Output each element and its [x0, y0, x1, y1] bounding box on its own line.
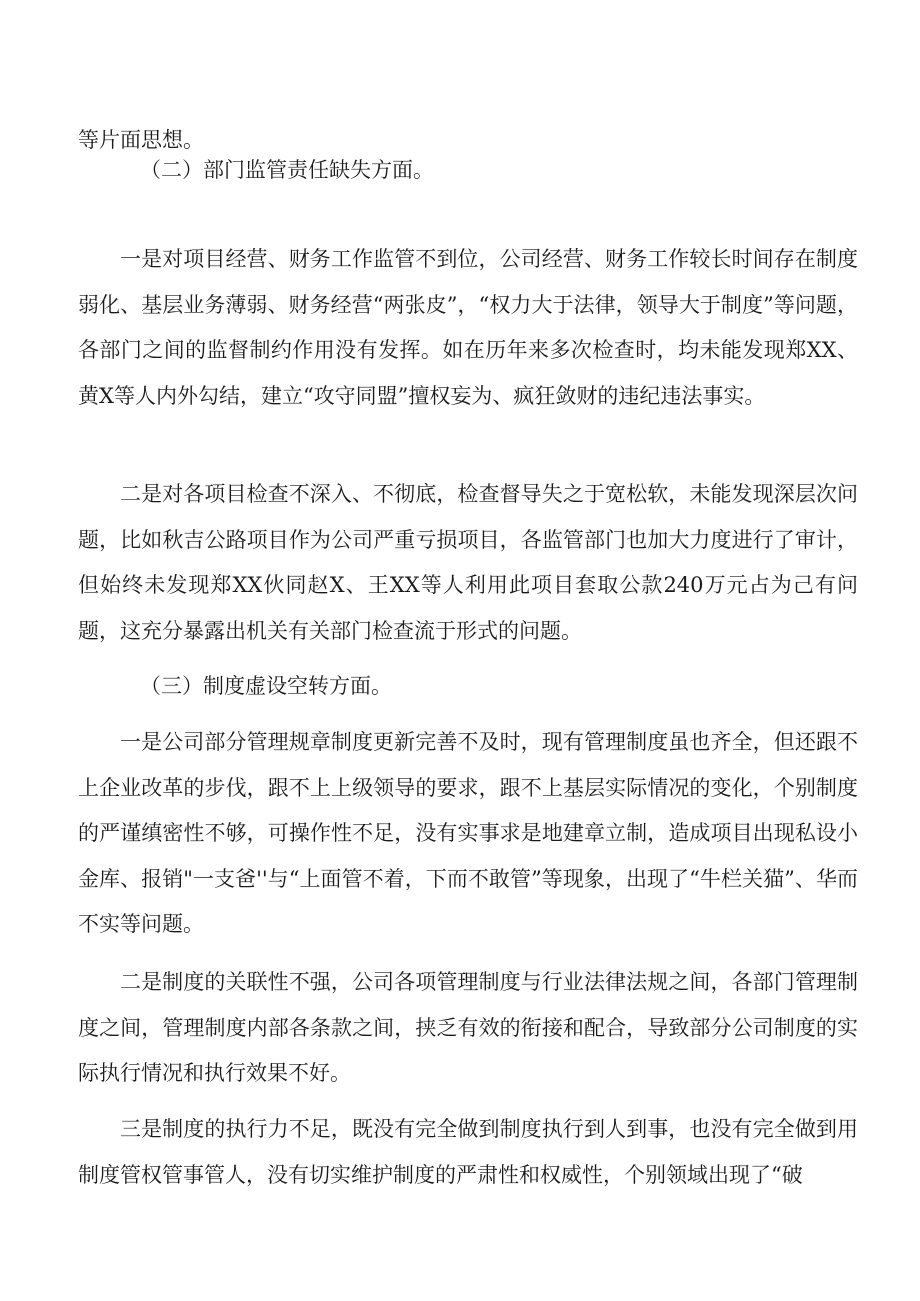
- paragraph-2-1: 一是对项目经营、财务工作监管不到位，公司经营、财务工作较长时间存在制度弱化、基层业务薄弱、财务经营“两张皮”，“权力大于法律，领导大于制度”等问题，各部门之间的监督制约作用没有发挥。如在历年来多次检查时，均未能发现郑XX、黄X等人内外勾结，建立“攻守同盟”擅权妄为、疯狂敛财的违纪违法事实。: [78, 247, 858, 408]
- paragraph-3-3: 三是制度的执行力不足，既没有完全做到制度执行到人到事，也没有完全做到用制度管权管事管人，没有切实维护制度的严肃性和权威性，个别领域出现了“破: [78, 1117, 858, 1187]
- paragraph-2-2: 二是对各项目检查不深入、不彻底，检查督导失之于宽松软，未能发现深层次问题，比如秋吉公路项目作为公司严重亏损项目，各监管部门也加大力度进行了审计，但始终未发现郑XX伙同赵X、王XX等人利用此项目套取公款240万元占为己有问题，这充分暴露出机关有关部门检查流于形式的问题。: [78, 482, 858, 643]
- paragraph-3-2: 二是制度的关联性不强，公司各项管理制度与行业法律法规之间，各部门管理制度之间，管理制度内部各条款之间，挟乏有效的衔接和配合，导致部分公司制度的实际执行情况和执行效果不好。: [78, 970, 858, 1085]
- paragraph-continuation: 等片面思想。: [78, 128, 204, 152]
- paragraph-3-1: 一是公司部分管理规章制度更新完善不及时，现有管理制度虽也齐全，但还跟不上企业改革的步伐，跟不上上级领导的要求，跟不上基层实际情况的变化，个别制度的严谨缜密性不够，可操作性不足，没有实事求是地建章立制，造成项目出现私设小金库、报销"一支爸''与“上面管不着，下而不敢管”等现象，出现了“牛栏关猫”、华而不实等问题。: [78, 730, 858, 936]
- section-heading-3: （三）制度虚设空转方面。: [140, 674, 392, 698]
- section-heading-2: （二）部门监管责任缺失方面。: [140, 158, 434, 182]
